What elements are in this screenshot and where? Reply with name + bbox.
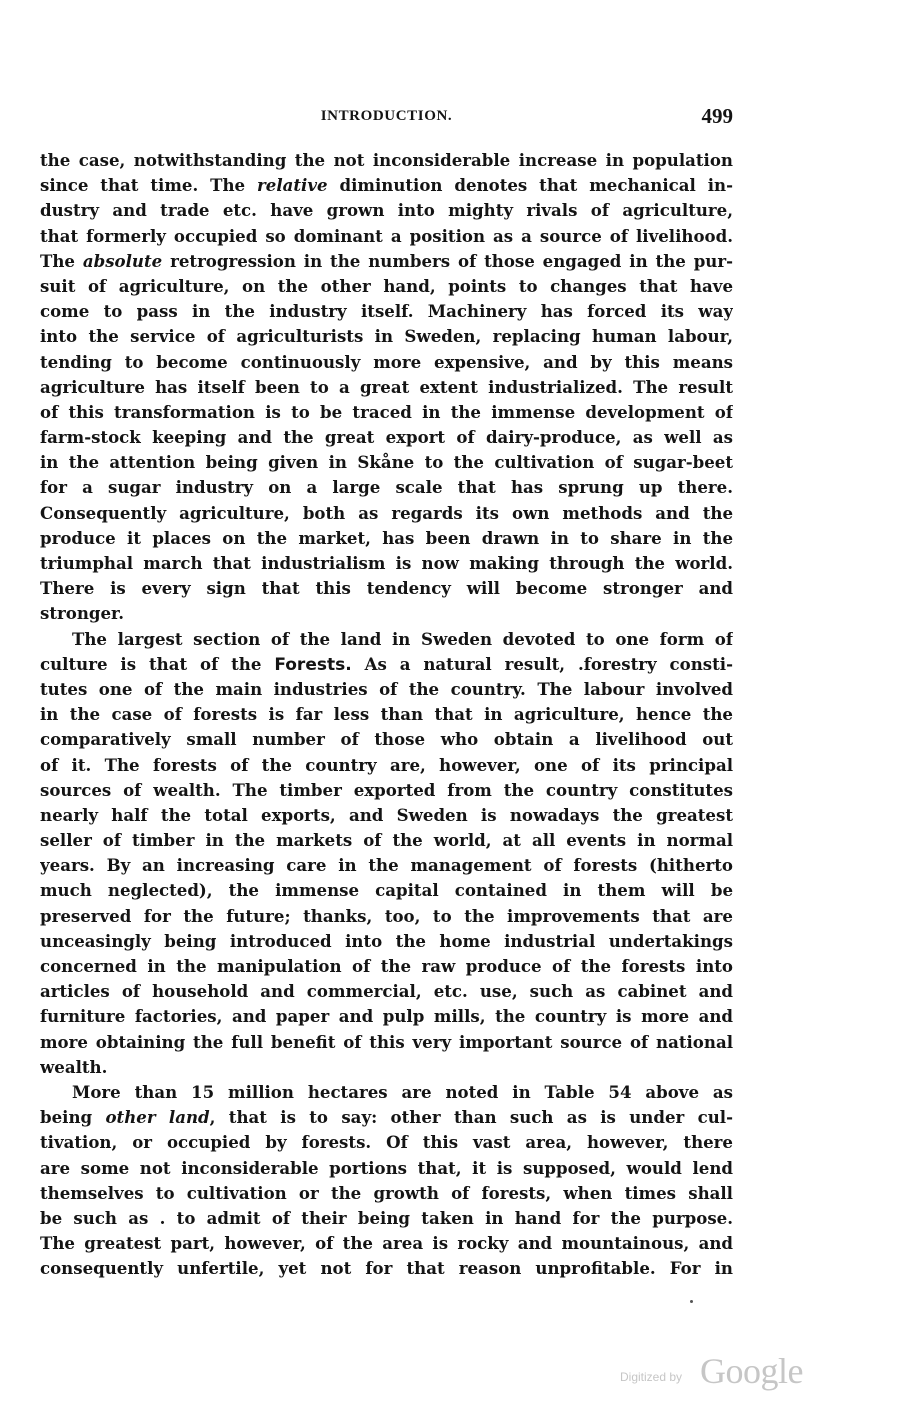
page-number: 499: [701, 104, 733, 128]
text-line: themselves to cultivation or the growth of forests, when times shall: [40, 1182, 733, 1203]
text-line: being other land, that is to say: other than such as is under cul-: [40, 1107, 733, 1128]
text-line: nearly half the total exports, and Sweden is nowadays the greatest: [40, 804, 733, 825]
text-line: much neglected), the immense capital contained in them will be: [40, 880, 733, 901]
running-head-title: INTRODUCTION.: [320, 108, 453, 124]
paragraph-3: [40, 1080, 733, 1282]
text-line: More than 15 million hectares are noted in Table 54 above as: [72, 1081, 733, 1102]
text-line: tivation, or occupied by forests. Of this vast area, however, there: [40, 1132, 733, 1153]
watermark-brand: Google: [700, 1351, 803, 1391]
text-line: are some not inconsiderable portions that, it is supposed, would lend: [40, 1157, 733, 1178]
text-line: come to pass in the industry itself. Machinery has forced its way: [40, 301, 733, 322]
paragraph-2: [40, 627, 733, 1080]
text-line: seller of timber in the markets of the world, at all events in normal: [40, 830, 733, 851]
text-line: farm-stock keeping and the great export of dairy-produce, as well as: [40, 427, 733, 448]
text-line: The absolute retrogression in the numbers of those engaged in the pur-: [40, 250, 733, 271]
text-line: the case, notwithstanding the not inconsiderable increase in population: [40, 150, 733, 170]
digitized-watermark: [620, 1352, 820, 1392]
text-line: sources of wealth. The timber exported from the country constitutes: [40, 779, 733, 800]
text-line: preserved for the future; thanks, too, to the improvements that are: [40, 905, 733, 926]
text-line: culture is that of the Forests. As a natural result, .forestry consti-: [40, 653, 733, 675]
text-line: of it. The forests of the country are, however, one of its principal: [40, 754, 733, 775]
text-line: The greatest part, however, of the area is rocky and mountainous, and: [40, 1233, 733, 1254]
text-line: agriculture has itself been to a great extent industrialized. The result: [40, 376, 733, 397]
page-header: [40, 104, 733, 134]
text-line: articles of household and commercial, etc. use, such as cabinet and: [40, 981, 733, 1002]
text-line: comparatively small number of those who obtain a livelihood out: [40, 729, 733, 750]
text-line: The largest section of the land in Sweden devoted to one form of: [72, 628, 733, 649]
text-line: of this transformation is to be traced in the immense development of: [40, 401, 733, 422]
watermark-prefix: Digitized by: [620, 1370, 683, 1384]
text-line: that formerly occupied so dominant a position as a source of livelihood.: [40, 225, 733, 246]
text-line: concerned in the manipulation of the raw produce of the forests into: [40, 956, 733, 976]
text-line: tending to become continuously more expensive, and by this means: [40, 351, 733, 372]
text-line: more obtaining the full benefit of this very important source of national: [40, 1031, 733, 1052]
text-line: wealth.: [40, 1056, 108, 1077]
emphasis-text: other land: [105, 1107, 210, 1128]
text-line: consequently unfertile, yet not for that reason unprofitable. For in: [40, 1258, 733, 1279]
text-line: There is every sign that this tendency will become stronger and: [40, 578, 733, 599]
text-line: be such as . to admit of their being taken in hand for the purpose.: [40, 1207, 733, 1228]
text-line: into the service of agriculturists in Sweden, replacing human labour,: [40, 326, 733, 347]
emphasis-text: relative: [257, 175, 328, 196]
text-line: stronger.: [40, 603, 125, 624]
text-line: furniture factories, and paper and pulp mills, the country is more and: [40, 1006, 733, 1027]
text-line: years. By an increasing care in the management of forests (hitherto: [40, 855, 733, 876]
text-line: since that time. The relative diminution denotes that mechanical in-: [40, 175, 733, 196]
text-line: in the attention being given in Skåne to the cultivation of sugar-beet: [40, 452, 733, 473]
text-line: unceasingly being introduced into the home industrial undertakings: [40, 930, 733, 951]
text-line: triumphal march that industrialism is now making through the world.: [40, 553, 733, 573]
text-line: for a sugar industry on a large scale that has sprung up there.: [40, 477, 733, 498]
emphasis-text: absolute: [82, 250, 163, 271]
text-line: suit of agriculture, on the other hand, points to changes that have: [40, 275, 733, 296]
text-line: produce it places on the market, has been drawn in to share in the: [40, 527, 733, 548]
body-text: [40, 148, 733, 1281]
text-line: tutes one of the main industries of the country. The labour involved: [40, 678, 733, 699]
section-keyword: Forests.: [274, 654, 352, 675]
stray-ink-mark: [690, 1300, 693, 1303]
text-line: in the case of forests is far less than that in agriculture, hence the: [40, 704, 733, 725]
text-line: dustry and trade etc. have grown into mighty rivals of agriculture,: [40, 200, 733, 221]
paragraph-1: [40, 148, 733, 627]
text-line: Consequently agriculture, both as regards its own methods and the: [40, 502, 733, 523]
